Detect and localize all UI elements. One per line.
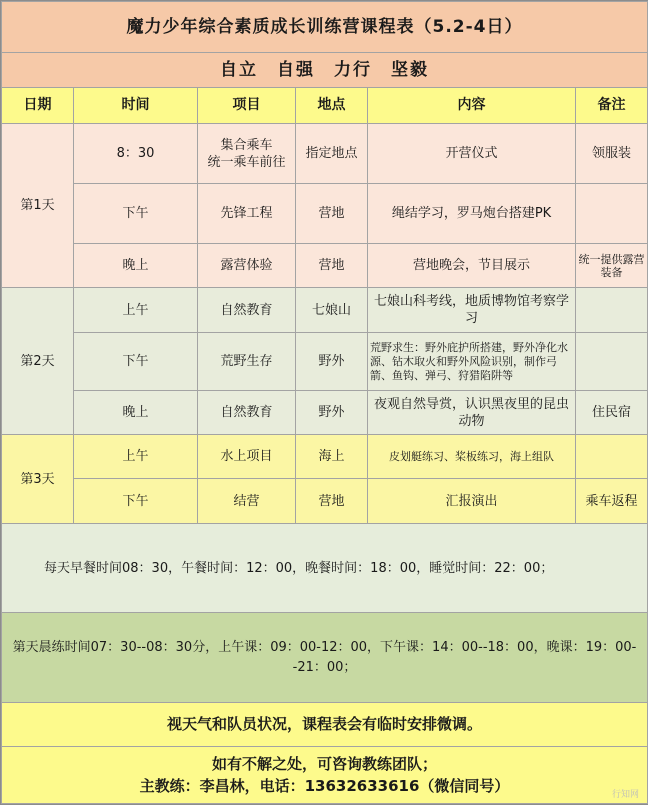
contact-line-2: 主教练：李昌林，电话：13632633616（微信同号） bbox=[139, 777, 510, 795]
project-cell: 自然教育 bbox=[198, 391, 296, 435]
schedule-table bbox=[1, 1, 648, 804]
table-row bbox=[2, 124, 648, 184]
content-cell: 开营仪式 bbox=[368, 124, 576, 184]
place-cell: 营地 bbox=[296, 184, 368, 244]
place-cell: 野外 bbox=[296, 391, 368, 435]
project-cell: 荒野生存 bbox=[198, 333, 296, 391]
motto: 自立 自强 力行 坚毅 bbox=[2, 53, 648, 88]
contact-line-1: 如有不解之处，可咨询教练团队； bbox=[212, 755, 438, 773]
project-cell: 集合乘车 统一乘车前往 bbox=[198, 124, 296, 184]
place-cell: 野外 bbox=[296, 333, 368, 391]
content-cell: 绳结学习，罗马炮台搭建PK bbox=[368, 184, 576, 244]
header-time: 时间 bbox=[74, 88, 198, 124]
note-cell bbox=[576, 333, 648, 391]
contact-note bbox=[2, 747, 648, 804]
meal-times-note: 每天早餐时间08：30，午餐时间：12：00，晚餐时间：18：00，睡觉时间：22：00； bbox=[2, 524, 648, 613]
content-cell: 皮划艇练习、桨板练习，海上组队 bbox=[368, 435, 576, 479]
header-date: 日期 bbox=[2, 88, 74, 124]
header-note: 备注 bbox=[576, 88, 648, 124]
table-row bbox=[2, 244, 648, 288]
note-cell: 住民宿 bbox=[576, 391, 648, 435]
place-cell: 指定地点 bbox=[296, 124, 368, 184]
time-cell: 下午 bbox=[74, 479, 198, 524]
table-row bbox=[2, 333, 648, 391]
note-cell: 领服装 bbox=[576, 124, 648, 184]
note-cell bbox=[576, 288, 648, 333]
place-cell: 营地 bbox=[296, 244, 368, 288]
day-label: 第2天 bbox=[2, 288, 74, 435]
day-label: 第3天 bbox=[2, 435, 74, 524]
page-title: 魔力少年综合素质成长训练营课程表（5.2-4日） bbox=[2, 2, 648, 53]
content-cell: 营地晚会，节目展示 bbox=[368, 244, 576, 288]
time-cell: 晚上 bbox=[74, 391, 198, 435]
note-cell bbox=[576, 184, 648, 244]
content-cell: 夜观自然导赏，认识黑夜里的昆虫动物 bbox=[368, 391, 576, 435]
project-cell: 水上项目 bbox=[198, 435, 296, 479]
table-row bbox=[2, 391, 648, 435]
project-cell: 结营 bbox=[198, 479, 296, 524]
time-cell: 下午 bbox=[74, 333, 198, 391]
note-cell: 统一提供露营装备 bbox=[576, 244, 648, 288]
table-row bbox=[2, 435, 648, 479]
project-cell: 自然教育 bbox=[198, 288, 296, 333]
project-cell: 先锋工程 bbox=[198, 184, 296, 244]
time-cell: 下午 bbox=[74, 184, 198, 244]
table-row bbox=[2, 288, 648, 333]
note-cell bbox=[576, 435, 648, 479]
header-content: 内容 bbox=[368, 88, 576, 124]
time-cell: 上午 bbox=[74, 288, 198, 333]
daily-schedule-note: 第天晨练时间07：30--08：30分，上午课：09：00-12：00，下午课：14：00--18：00，晚课：19：00--21：00； bbox=[2, 613, 648, 703]
weather-note: 视天气和队员状况，课程表会有临时安排微调。 bbox=[2, 703, 648, 747]
project-cell: 露营体验 bbox=[198, 244, 296, 288]
header-project: 项目 bbox=[198, 88, 296, 124]
time-cell: 晚上 bbox=[74, 244, 198, 288]
content-cell: 荒野求生：野外庇护所搭建，野外净化水源、钻木取火和野外风险识别，制作弓箭、鱼钩、弹弓、狩猎陷阱等 bbox=[368, 333, 576, 391]
content-cell: 汇报演出 bbox=[368, 479, 576, 524]
content-cell: 七娘山科考线，地质博物馆考察学习 bbox=[368, 288, 576, 333]
time-cell: 上午 bbox=[74, 435, 198, 479]
day-label: 第1天 bbox=[2, 124, 74, 288]
table-row bbox=[2, 479, 648, 524]
note-cell: 乘车返程 bbox=[576, 479, 648, 524]
place-cell: 营地 bbox=[296, 479, 368, 524]
header-place: 地点 bbox=[296, 88, 368, 124]
watermark: 行知网 bbox=[611, 790, 639, 800]
place-cell: 海上 bbox=[296, 435, 368, 479]
place-cell: 七娘山 bbox=[296, 288, 368, 333]
time-cell: 8：30 bbox=[74, 124, 198, 184]
table-row bbox=[2, 184, 648, 244]
